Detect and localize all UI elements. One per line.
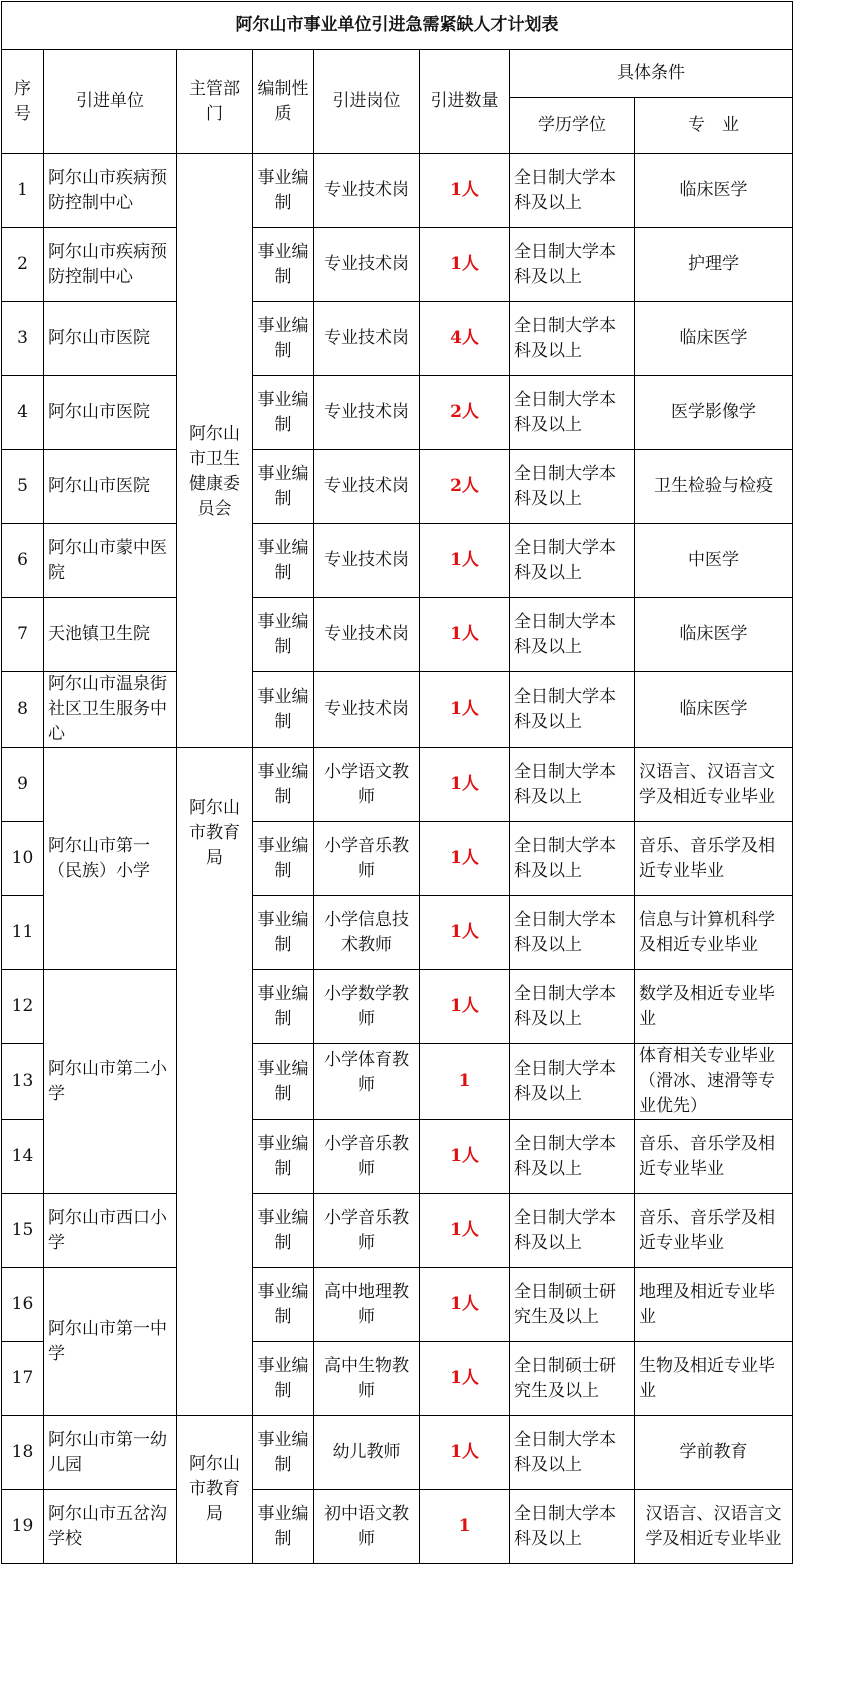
row-count: 1人 xyxy=(420,598,510,672)
row-count: 1人 xyxy=(420,748,510,822)
row-education: 全日制大学本科及以上 xyxy=(510,376,635,450)
row-nature: 事业编制 xyxy=(253,1490,314,1564)
table-row xyxy=(2,302,793,376)
row-count: 1 xyxy=(420,1044,510,1120)
row-post: 专业技术岗 xyxy=(314,450,420,524)
row-education: 全日制大学本科及以上 xyxy=(510,1120,635,1194)
row-count: 1人 xyxy=(420,896,510,970)
row-count: 1人 xyxy=(420,970,510,1044)
row-nature: 事业编制 xyxy=(253,598,314,672)
row-education: 全日制硕士研究生及以上 xyxy=(510,1342,635,1416)
row-count: 1人 xyxy=(420,1342,510,1416)
row-post: 小学音乐教师 xyxy=(314,1120,420,1194)
row-no: 5 xyxy=(2,450,44,524)
row-count: 1人 xyxy=(420,672,510,748)
row-nature: 事业编制 xyxy=(253,1120,314,1194)
row-education: 全日制大学本科及以上 xyxy=(510,748,635,822)
row-education: 全日制大学本科及以上 xyxy=(510,672,635,748)
table-row xyxy=(2,154,793,228)
row-education: 全日制大学本科及以上 xyxy=(510,1416,635,1490)
row-education: 全日制大学本科及以上 xyxy=(510,450,635,524)
row-no: 16 xyxy=(2,1268,44,1342)
header-nature: 编制性质 xyxy=(253,50,314,154)
row-unit: 阿尔山市五岔沟学校 xyxy=(44,1490,177,1564)
row-major: 生物及相近专业毕业 xyxy=(635,1342,793,1416)
row-post: 小学语文教师 xyxy=(314,748,420,822)
row-no: 1 xyxy=(2,154,44,228)
row-major: 临床医学 xyxy=(635,302,793,376)
row-education: 全日制大学本科及以上 xyxy=(510,970,635,1044)
row-count: 1人 xyxy=(420,1120,510,1194)
row-education: 全日制大学本科及以上 xyxy=(510,524,635,598)
row-no: 10 xyxy=(2,822,44,896)
row-count: 1人 xyxy=(420,1268,510,1342)
table-title: 阿尔山市事业单位引进急需紧缺人才计划表 xyxy=(2,2,793,50)
row-unit: 阿尔山市疾病预防控制中心 xyxy=(44,228,177,302)
row-count: 1 xyxy=(420,1490,510,1564)
row-post: 专业技术岗 xyxy=(314,672,420,748)
row-major: 临床医学 xyxy=(635,672,793,748)
row-post: 初中语文教师 xyxy=(314,1490,420,1564)
header-dept: 主管部门 xyxy=(177,50,253,154)
unit-second-primary: 阿尔山市第二小学 xyxy=(44,970,177,1194)
table-row xyxy=(2,450,793,524)
row-major: 数学及相近专业毕业 xyxy=(635,970,793,1044)
table-row xyxy=(2,748,793,822)
row-post: 小学体育教师 xyxy=(314,1044,420,1120)
row-nature: 事业编制 xyxy=(253,228,314,302)
table-row xyxy=(2,970,793,1044)
header-unit: 引进单位 xyxy=(44,50,177,154)
row-nature: 事业编制 xyxy=(253,1342,314,1416)
table-row xyxy=(2,598,793,672)
row-post: 专业技术岗 xyxy=(314,524,420,598)
row-education: 全日制硕士研究生及以上 xyxy=(510,1268,635,1342)
row-nature: 事业编制 xyxy=(253,302,314,376)
row-count: 2人 xyxy=(420,450,510,524)
row-count: 1人 xyxy=(420,154,510,228)
table-row xyxy=(2,524,793,598)
row-nature: 事业编制 xyxy=(253,822,314,896)
row-post: 幼儿教师 xyxy=(314,1416,420,1490)
row-major: 临床医学 xyxy=(635,154,793,228)
row-post: 专业技术岗 xyxy=(314,376,420,450)
row-post: 高中生物教师 xyxy=(314,1342,420,1416)
header-conditions: 具体条件 xyxy=(510,50,793,98)
header-post: 引进岗位 xyxy=(314,50,420,154)
row-nature: 事业编制 xyxy=(253,896,314,970)
row-post: 专业技术岗 xyxy=(314,302,420,376)
row-post: 小学音乐教师 xyxy=(314,822,420,896)
row-post: 小学数学教师 xyxy=(314,970,420,1044)
table-row xyxy=(2,1194,793,1268)
row-unit: 阿尔山市温泉街社区卫生服务中心 xyxy=(44,672,177,748)
row-no: 4 xyxy=(2,376,44,450)
row-education: 全日制大学本科及以上 xyxy=(510,1194,635,1268)
row-no: 11 xyxy=(2,896,44,970)
row-nature: 事业编制 xyxy=(253,672,314,748)
row-count: 1人 xyxy=(420,228,510,302)
row-major: 地理及相近专业毕业 xyxy=(635,1268,793,1342)
row-nature: 事业编制 xyxy=(253,1044,314,1120)
table-row xyxy=(2,1416,793,1490)
row-no: 17 xyxy=(2,1342,44,1416)
row-unit: 阿尔山市医院 xyxy=(44,376,177,450)
row-no: 18 xyxy=(2,1416,44,1490)
row-post: 专业技术岗 xyxy=(314,598,420,672)
row-education: 全日制大学本科及以上 xyxy=(510,896,635,970)
row-major: 信息与计算机科学及相近专业毕业 xyxy=(635,896,793,970)
row-major: 护理学 xyxy=(635,228,793,302)
dept-education-1: 阿尔山市教育局 xyxy=(177,748,253,1416)
row-no: 13 xyxy=(2,1044,44,1120)
row-no: 12 xyxy=(2,970,44,1044)
row-post: 小学音乐教师 xyxy=(314,1194,420,1268)
row-no: 19 xyxy=(2,1490,44,1564)
unit-first-middle-school: 阿尔山市第一中学 xyxy=(44,1268,177,1416)
row-education: 全日制大学本科及以上 xyxy=(510,1490,635,1564)
table-row xyxy=(2,376,793,450)
row-no: 2 xyxy=(2,228,44,302)
row-major: 汉语言、汉语言文学及相近专业毕业 xyxy=(635,748,793,822)
header-count: 引进数量 xyxy=(420,50,510,154)
table-row xyxy=(2,1490,793,1564)
row-major: 音乐、音乐学及相近专业毕业 xyxy=(635,822,793,896)
unit-first-ethnic-primary: 阿尔山市第一（民族）小学 xyxy=(44,748,177,970)
row-unit: 阿尔山市医院 xyxy=(44,450,177,524)
row-major: 医学影像学 xyxy=(635,376,793,450)
dept-education-2: 阿尔山市教育局 xyxy=(177,1416,253,1564)
row-no: 6 xyxy=(2,524,44,598)
header-no: 序号 xyxy=(2,50,44,154)
row-major: 汉语言、汉语言文学及相近专业毕业 xyxy=(635,1490,793,1564)
row-nature: 事业编制 xyxy=(253,1268,314,1342)
dept-health: 阿尔山市卫生健康委员会 xyxy=(177,154,253,748)
row-nature: 事业编制 xyxy=(253,748,314,822)
row-unit: 阿尔山市蒙中医院 xyxy=(44,524,177,598)
table-row xyxy=(2,1268,793,1342)
row-nature: 事业编制 xyxy=(253,524,314,598)
row-unit: 阿尔山市第一幼儿园 xyxy=(44,1416,177,1490)
row-count: 2人 xyxy=(420,376,510,450)
row-major: 中医学 xyxy=(635,524,793,598)
row-post: 专业技术岗 xyxy=(314,154,420,228)
row-count: 1人 xyxy=(420,524,510,598)
row-unit: 阿尔山市疾病预防控制中心 xyxy=(44,154,177,228)
row-count: 1人 xyxy=(420,1194,510,1268)
row-unit: 天池镇卫生院 xyxy=(44,598,177,672)
row-major: 卫生检验与检疫 xyxy=(635,450,793,524)
row-education: 全日制大学本科及以上 xyxy=(510,598,635,672)
row-nature: 事业编制 xyxy=(253,376,314,450)
row-education: 全日制大学本科及以上 xyxy=(510,822,635,896)
row-count: 1人 xyxy=(420,822,510,896)
row-no: 9 xyxy=(2,748,44,822)
row-no: 15 xyxy=(2,1194,44,1268)
row-no: 14 xyxy=(2,1120,44,1194)
row-count: 1人 xyxy=(420,1416,510,1490)
row-nature: 事业编制 xyxy=(253,450,314,524)
row-education: 全日制大学本科及以上 xyxy=(510,154,635,228)
row-no: 3 xyxy=(2,302,44,376)
row-nature: 事业编制 xyxy=(253,970,314,1044)
row-major: 学前教育 xyxy=(635,1416,793,1490)
row-education: 全日制大学本科及以上 xyxy=(510,1044,635,1120)
row-no: 7 xyxy=(2,598,44,672)
row-post: 专业技术岗 xyxy=(314,228,420,302)
row-major: 音乐、音乐学及相近专业毕业 xyxy=(635,1120,793,1194)
row-education: 全日制大学本科及以上 xyxy=(510,228,635,302)
row-major: 临床医学 xyxy=(635,598,793,672)
header-education: 学历学位 xyxy=(510,98,635,154)
row-no: 8 xyxy=(2,672,44,748)
table-row xyxy=(2,672,793,748)
talent-plan-table xyxy=(1,1,793,1564)
row-nature: 事业编制 xyxy=(253,154,314,228)
row-unit: 阿尔山市西口小学 xyxy=(44,1194,177,1268)
row-major: 体育相关专业毕业（滑冰、速滑等专业优先） xyxy=(635,1044,793,1120)
row-unit: 阿尔山市医院 xyxy=(44,302,177,376)
row-count: 4人 xyxy=(420,302,510,376)
row-post: 高中地理教师 xyxy=(314,1268,420,1342)
table-row xyxy=(2,228,793,302)
row-post: 小学信息技术教师 xyxy=(314,896,420,970)
row-education: 全日制大学本科及以上 xyxy=(510,302,635,376)
row-nature: 事业编制 xyxy=(253,1416,314,1490)
header-major: 专 业 xyxy=(635,98,793,154)
row-nature: 事业编制 xyxy=(253,1194,314,1268)
row-major: 音乐、音乐学及相近专业毕业 xyxy=(635,1194,793,1268)
